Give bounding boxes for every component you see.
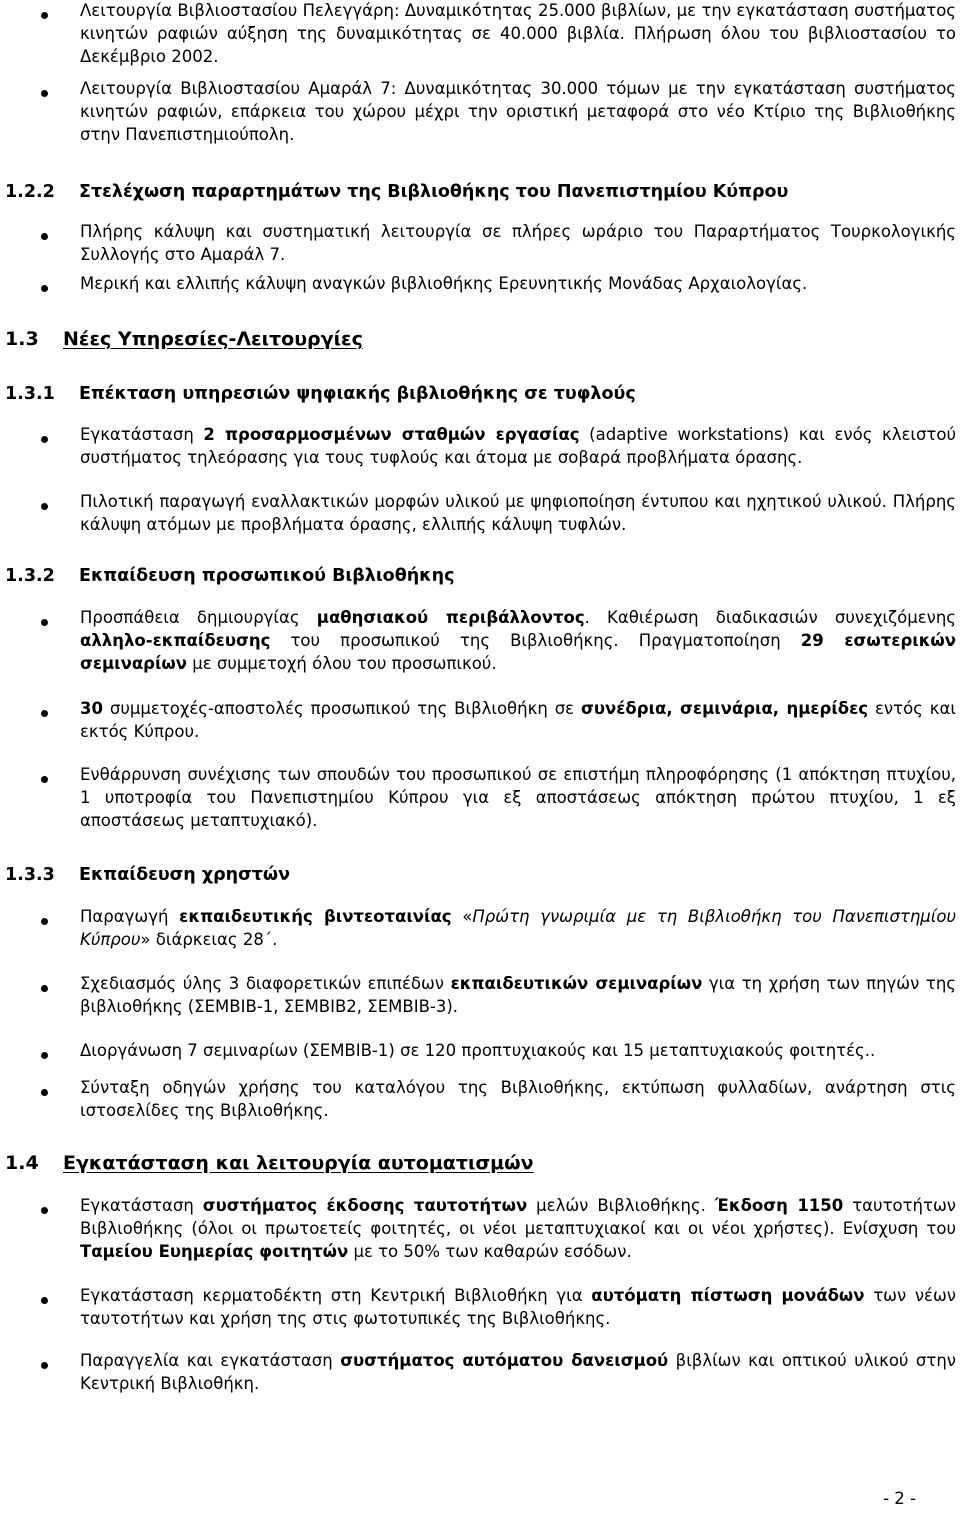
section-heading: 1.2.2 Στελέχωση παραρτημάτων της Βιβλιοθήκης του Πανεπιστημίου Κύπρου	[5, 182, 789, 202]
bullet-icon	[41, 918, 48, 925]
paragraph: Διοργάνωση 7 σεμιναρίων (ΣΕΜΒΙΒ-1) σε 120 προπτυχιακούς και 15 μεταπτυχιακούς φοιτητές..	[80, 1041, 876, 1060]
paragraph: Παραγγελία και εγκατάσταση συστήματος αυτόματου δανεισμού βιβλίων και οπτικού υλικού στην Κεντρική Βιβλιοθήκη.	[80, 1351, 956, 1393]
bullet-icon	[41, 436, 48, 443]
paragraph: Λειτουργία Βιβλιοστασίου Πελεγγάρη: Δυναμικότητας 25.000 βιβλίων, με την εγκατάσταση συστήματος κινητών ραφιών αύξηση της δυναμικότητας σε 40.000 βιβλία. Πλήρωση όλου του βιβλιοστασίου το Δεκέμβριο 2002.	[80, 1, 956, 66]
chapter-heading: 1.3 Νέες Υπηρεσίες-Λειτουργίες	[5, 328, 363, 350]
bullet-icon	[41, 776, 48, 783]
paragraph: Προσπάθεια δημιουργίας μαθησιακού περιβάλλοντος. Καθιέρωση διαδικασιών συνεχιζόμενης αλληλο-εκπαίδευσης του προσωπικού της Βιβλιοθήκης. Πραγματοποίηση 29 εσωτερικών σεμιναρίων με συμμετοχή όλου του προσωπικού.	[80, 608, 957, 673]
bullet-icon	[41, 1052, 48, 1059]
section-heading: 1.3.1 Επέκταση υπηρεσιών ψηφιακής βιβλιοθήκης σε τυφλούς	[5, 384, 636, 404]
bullet-icon	[41, 1207, 48, 1214]
bullet-icon	[41, 12, 48, 19]
bullet-icon	[41, 710, 48, 717]
paragraph: Μερική και ελλιπής κάλυψη αναγκών βιβλιοθήκης Ερευνητικής Μονάδας Αρχαιολογίας.	[80, 274, 808, 293]
bullet-icon	[41, 1297, 48, 1304]
paragraph: Πιλοτική παραγωγή εναλλακτικών μορφών υλικού με ψηφιοποίηση έντυπου και ηχητικού υλικού. Πλήρης κάλυψη ατόμων με προβλήματα όρασης, ελλιπής κάλυψη τυφλών.	[80, 492, 956, 534]
section-heading: 1.3.3 Εκπαίδευση χρηστών	[5, 865, 291, 885]
page-number: - 2 -	[883, 1489, 916, 1508]
paragraph: 30 συμμετοχές-αποστολές προσωπικού της Βιβλιοθήκη σε συνέδρια, σεμινάρια, ημερίδες εντός και εκτός Κύπρου.	[80, 699, 956, 741]
paragraph: Παραγωγή εκπαιδευτικής βιντεοταινίας «Πρώτη γνωριμία με τη Βιβλιοθήκη του Πανεπιστημίου Κύπρου» διάρκειας 28΄.	[80, 907, 957, 949]
bullet-icon	[41, 90, 48, 97]
bullet-icon	[41, 1089, 48, 1096]
bullet-icon	[41, 985, 48, 992]
bullet-icon	[41, 285, 48, 292]
paragraph: Σχεδιασμός ύλης 3 διαφορετικών επιπέδων εκπαιδευτικών σεμιναρίων για τη χρήση των πηγών της βιβλιοθήκης (ΣΕΜΒΙΒ-1, ΣΕΜΒΙΒ2, ΣΕΜΒΙΒ-3).	[80, 974, 956, 1016]
chapter-heading: 1.4 Εγκατάσταση και λειτουργία αυτοματισμών	[5, 1152, 534, 1174]
paragraph: Εγκατάσταση κερματοδέκτη στη Κεντρική Βιβλιοθήκη για αυτόματη πίστωση μονάδων των νέων ταυτοτήτων και χρήση της στις φωτοτυπικές της Βιβλιοθήκης.	[80, 1286, 956, 1328]
bullet-icon	[41, 233, 48, 240]
paragraph: Ενθάρρυνση συνέχισης των σπουδών του προσωπικού σε επιστήμη πληροφόρησης (1 απόκτηση πτυχίου, 1 υποτροφία του Πανεπιστημίου Κύπρου για εξ αποστάσεως απόκτηση πρώτου πτυχίου, 1 εξ αποστάσεως μεταπτυχιακό).	[80, 765, 956, 830]
paragraph: Εγκατάσταση 2 προσαρμοσμένων σταθμών εργασίας (adaptive workstations) και ενός κλειστού συστήματος τηλεόρασης για τους τυφλούς και άτομα με σοβαρά προβλήματα όρασης.	[80, 425, 957, 467]
section-heading: 1.3.2 Εκπαίδευση προσωπικού Βιβλιοθήκης	[5, 566, 455, 586]
bullet-icon	[41, 619, 48, 626]
paragraph: Λειτουργία Βιβλιοστασίου Αμαράλ 7: Δυναμικότητας 30.000 τόμων με την εγκατάσταση συστήματος κινητών ραφιών, επάρκεια του χώρου μέχρι την οριστική μεταφορά στο νέο Κτίριο της Βιβλιοθήκης στην Πανεπιστημιούπολη.	[80, 79, 956, 144]
bullet-icon	[41, 503, 48, 510]
paragraph: Πλήρης κάλυψη και συστηματική λειτουργία σε πλήρες ωράριο του Παραρτήματος Τουρκολογικής Συλλογής στο Αμαράλ 7.	[80, 222, 956, 264]
paragraph: Εγκατάσταση συστήματος έκδοσης ταυτοτήτων μελών Βιβλιοθήκης. Έκδοση 1150 ταυτοτήτων Βιβλιοθήκης (όλοι οι πρωτοετείς φοιτητές, οι νέοι μεταπτυχιακοί και οι νέοι χρήστες). Ενίσχυση του Ταμείου Ευημερίας φοιτητών με το 50% των καθαρών εσόδων.	[80, 1196, 956, 1261]
paragraph: Σύνταξη οδηγών χρήσης του καταλόγου της Βιβλιοθήκης, εκτύπωση φυλλαδίων, ανάρτηση στις ιστοσελίδες της Βιβλιοθήκης.	[80, 1078, 956, 1120]
bullet-icon	[41, 1362, 48, 1369]
